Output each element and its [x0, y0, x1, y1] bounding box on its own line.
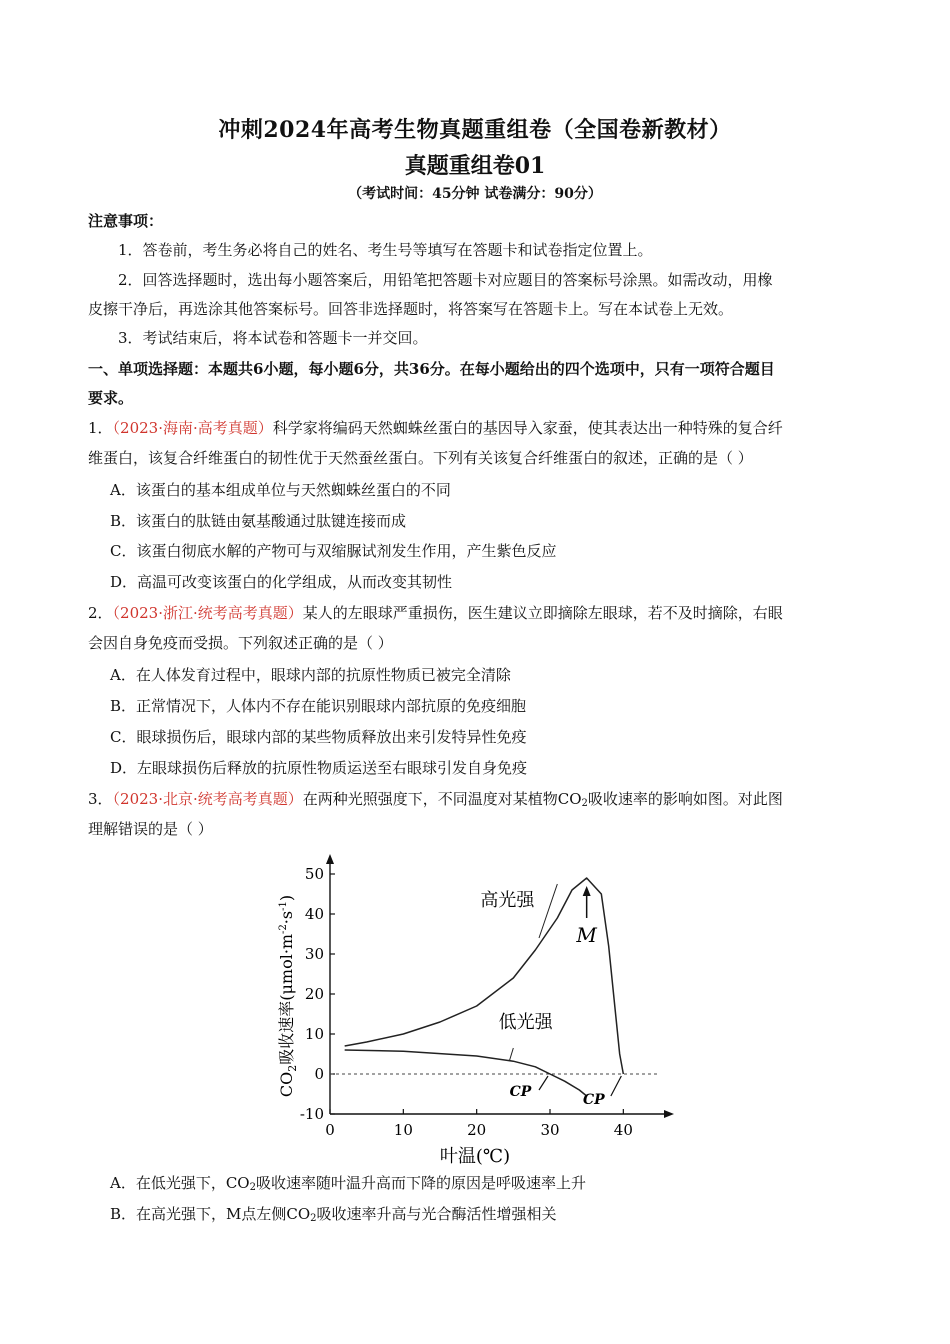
- question-text: 在两种光照强度下，不同温度对某植物CO: [302, 790, 582, 808]
- x-tick-label: 20: [467, 1121, 487, 1139]
- question-3-stem-cont: 理解错误的是（ ）: [88, 820, 213, 838]
- y-tick-label: 30: [304, 945, 324, 963]
- co2-absorption-chart: [270, 848, 690, 1168]
- leader-line: [510, 1048, 514, 1060]
- leader-line: [539, 884, 557, 938]
- question-2-stem: [88, 603, 863, 623]
- y-label-part: CO: [277, 1071, 296, 1098]
- y-axis-arrow: [326, 854, 334, 864]
- x-tick-label: 0: [325, 1121, 335, 1139]
- cp-label-high-light: CP: [583, 1092, 605, 1108]
- y-label-part: ·s: [277, 910, 296, 925]
- question-1-stem: [88, 418, 863, 438]
- m-arrow-head: [583, 886, 591, 896]
- series-label-low-light: 低光强: [498, 1012, 553, 1033]
- section-heading-cont: 要求。: [88, 389, 134, 407]
- question-number: 1．: [88, 419, 113, 437]
- q1-option-d: D．高温可改变该蛋白的化学组成，从而改变其韧性: [110, 573, 453, 591]
- y-tick-label: 0: [314, 1065, 324, 1083]
- question-source: （2023·浙江·统考高考真题）: [112, 604, 303, 622]
- x-axis-arrow: [664, 1110, 674, 1118]
- exam-subtitle: 真题重组卷01: [404, 153, 546, 179]
- y-tick-label: 10: [304, 1025, 324, 1043]
- x-axis-label: 叶温(℃): [439, 1146, 511, 1167]
- x-tick-label: 30: [540, 1121, 560, 1139]
- exam-title: 冲刺2024年高考生物真题重组卷（全国卷新教材）: [218, 117, 732, 143]
- q1-option-a: A．该蛋白的基本组成单位与天然蜘蛛丝蛋白的不同: [110, 481, 451, 499]
- note-item-2-cont: 皮擦干净后，再选涂其他答案标号。回答非选择题时，将答案写在答题卡上。写在本试卷上无效。: [88, 300, 734, 318]
- question-source: （2023·海南·高考真题）: [112, 419, 273, 437]
- question-text: 某人的左眼球严重损伤，医生建议立即摘除左眼球，若不及时摘除，右眼: [302, 604, 783, 622]
- note-item-3: 3．考试结束后，将本试卷和答题卡一并交回。: [118, 329, 428, 347]
- question-2-stem-cont: 会因自身免疫而受损。下列叙述正确的是（ ）: [88, 634, 393, 652]
- subscript: 2: [581, 798, 588, 809]
- cp-label-low-light: CP: [509, 1084, 532, 1100]
- q2-option-c: C．眼球损伤后，眼球内部的某些物质释放出来引发特异性免疫: [110, 728, 527, 746]
- notes-heading: 注意事项：: [88, 212, 164, 230]
- question-text-cont: 吸收速率的影响如图。对此图: [587, 790, 783, 808]
- cp-arrow-shaft: [611, 1076, 621, 1096]
- option-text-cont: 吸收速率升高与光合酶活性增强相关: [316, 1205, 557, 1223]
- q2-option-d: D．左眼球损伤后释放的抗原性物质运送至右眼球引发自身免疫: [110, 759, 528, 777]
- y-tick-label: 20: [304, 985, 324, 1003]
- y-label-subscript: 2: [286, 1064, 299, 1072]
- q3-option-a: [110, 1173, 885, 1193]
- m-point-label: M: [576, 923, 597, 947]
- subscript: 2: [310, 1213, 317, 1224]
- y-axis-label: [277, 895, 299, 1097]
- q3-option-b: [110, 1204, 885, 1224]
- q1-option-b: B．该蛋白的肽链由氨基酸通过肽键连接而成: [110, 512, 407, 530]
- y-label-superscript: -1: [278, 901, 289, 911]
- question-number: 2．: [88, 604, 113, 622]
- y-tick-label: 50: [304, 865, 324, 883]
- option-text: A．在低光强下，CO: [110, 1174, 250, 1192]
- q1-option-c: C．该蛋白彻底水解的产物可与双缩脲试剂发生作用，产生紫色反应: [110, 542, 557, 560]
- question-number: 3．: [88, 790, 113, 808]
- series-label-high-light: 高光强: [480, 890, 535, 911]
- q2-option-b: B．正常情况下，人体内不存在能识别眼球内部抗原的免疫细胞: [110, 697, 527, 715]
- q2-option-a: A．在人体发育过程中，眼球内部的抗原性物质已被完全清除: [110, 666, 511, 684]
- x-tick-label: 10: [393, 1121, 413, 1139]
- subscript: 2: [249, 1182, 256, 1193]
- note-item-2: 2．回答选择题时，选出每小题答案后，用铅笔把答题卡对应题目的答案标号涂黑。如需改动，用橡: [118, 271, 773, 289]
- cp-arrow-shaft: [539, 1076, 548, 1090]
- question-text: 科学家将编码天然蜘蛛丝蛋白的基因导入家蚕，使其表达出一种特殊的复合纤: [272, 419, 783, 437]
- x-tick-label: 40: [613, 1121, 633, 1139]
- y-tick-label: -10: [299, 1105, 324, 1123]
- y-label-part: 吸收速率(μmol·m: [277, 933, 296, 1065]
- y-tick-label: 40: [304, 905, 324, 923]
- option-text-cont: 吸收速率随叶温升高而下降的原因是呼吸速率上升: [255, 1174, 586, 1192]
- note-item-1: 1．答卷前，考生务必将自己的姓名、考生号等填写在答题卡和试卷指定位置上。: [118, 241, 653, 259]
- option-text: B．在高光强下，M点左侧CO: [110, 1205, 311, 1223]
- question-3-stem: [88, 789, 863, 809]
- y-label-part: ): [277, 894, 296, 902]
- exam-time-score: （考试时间：45分钟 试卷满分：90分）: [348, 186, 602, 202]
- question-1-stem-cont: 维蛋白，该复合纤维蛋白的韧性优于天然蚕丝蛋白。下列有关该复合纤维蛋白的叙述，正确的是（ ）: [88, 449, 753, 467]
- section-heading: 一、单项选择题：本题共6小题，每小题6分，共36分。在每小题给出的四个选项中，只有一项符合题目: [88, 360, 775, 378]
- question-source: （2023·北京·统考高考真题）: [112, 790, 303, 808]
- y-label-superscript: -2: [278, 924, 289, 934]
- series-low-light-line: [345, 1050, 587, 1096]
